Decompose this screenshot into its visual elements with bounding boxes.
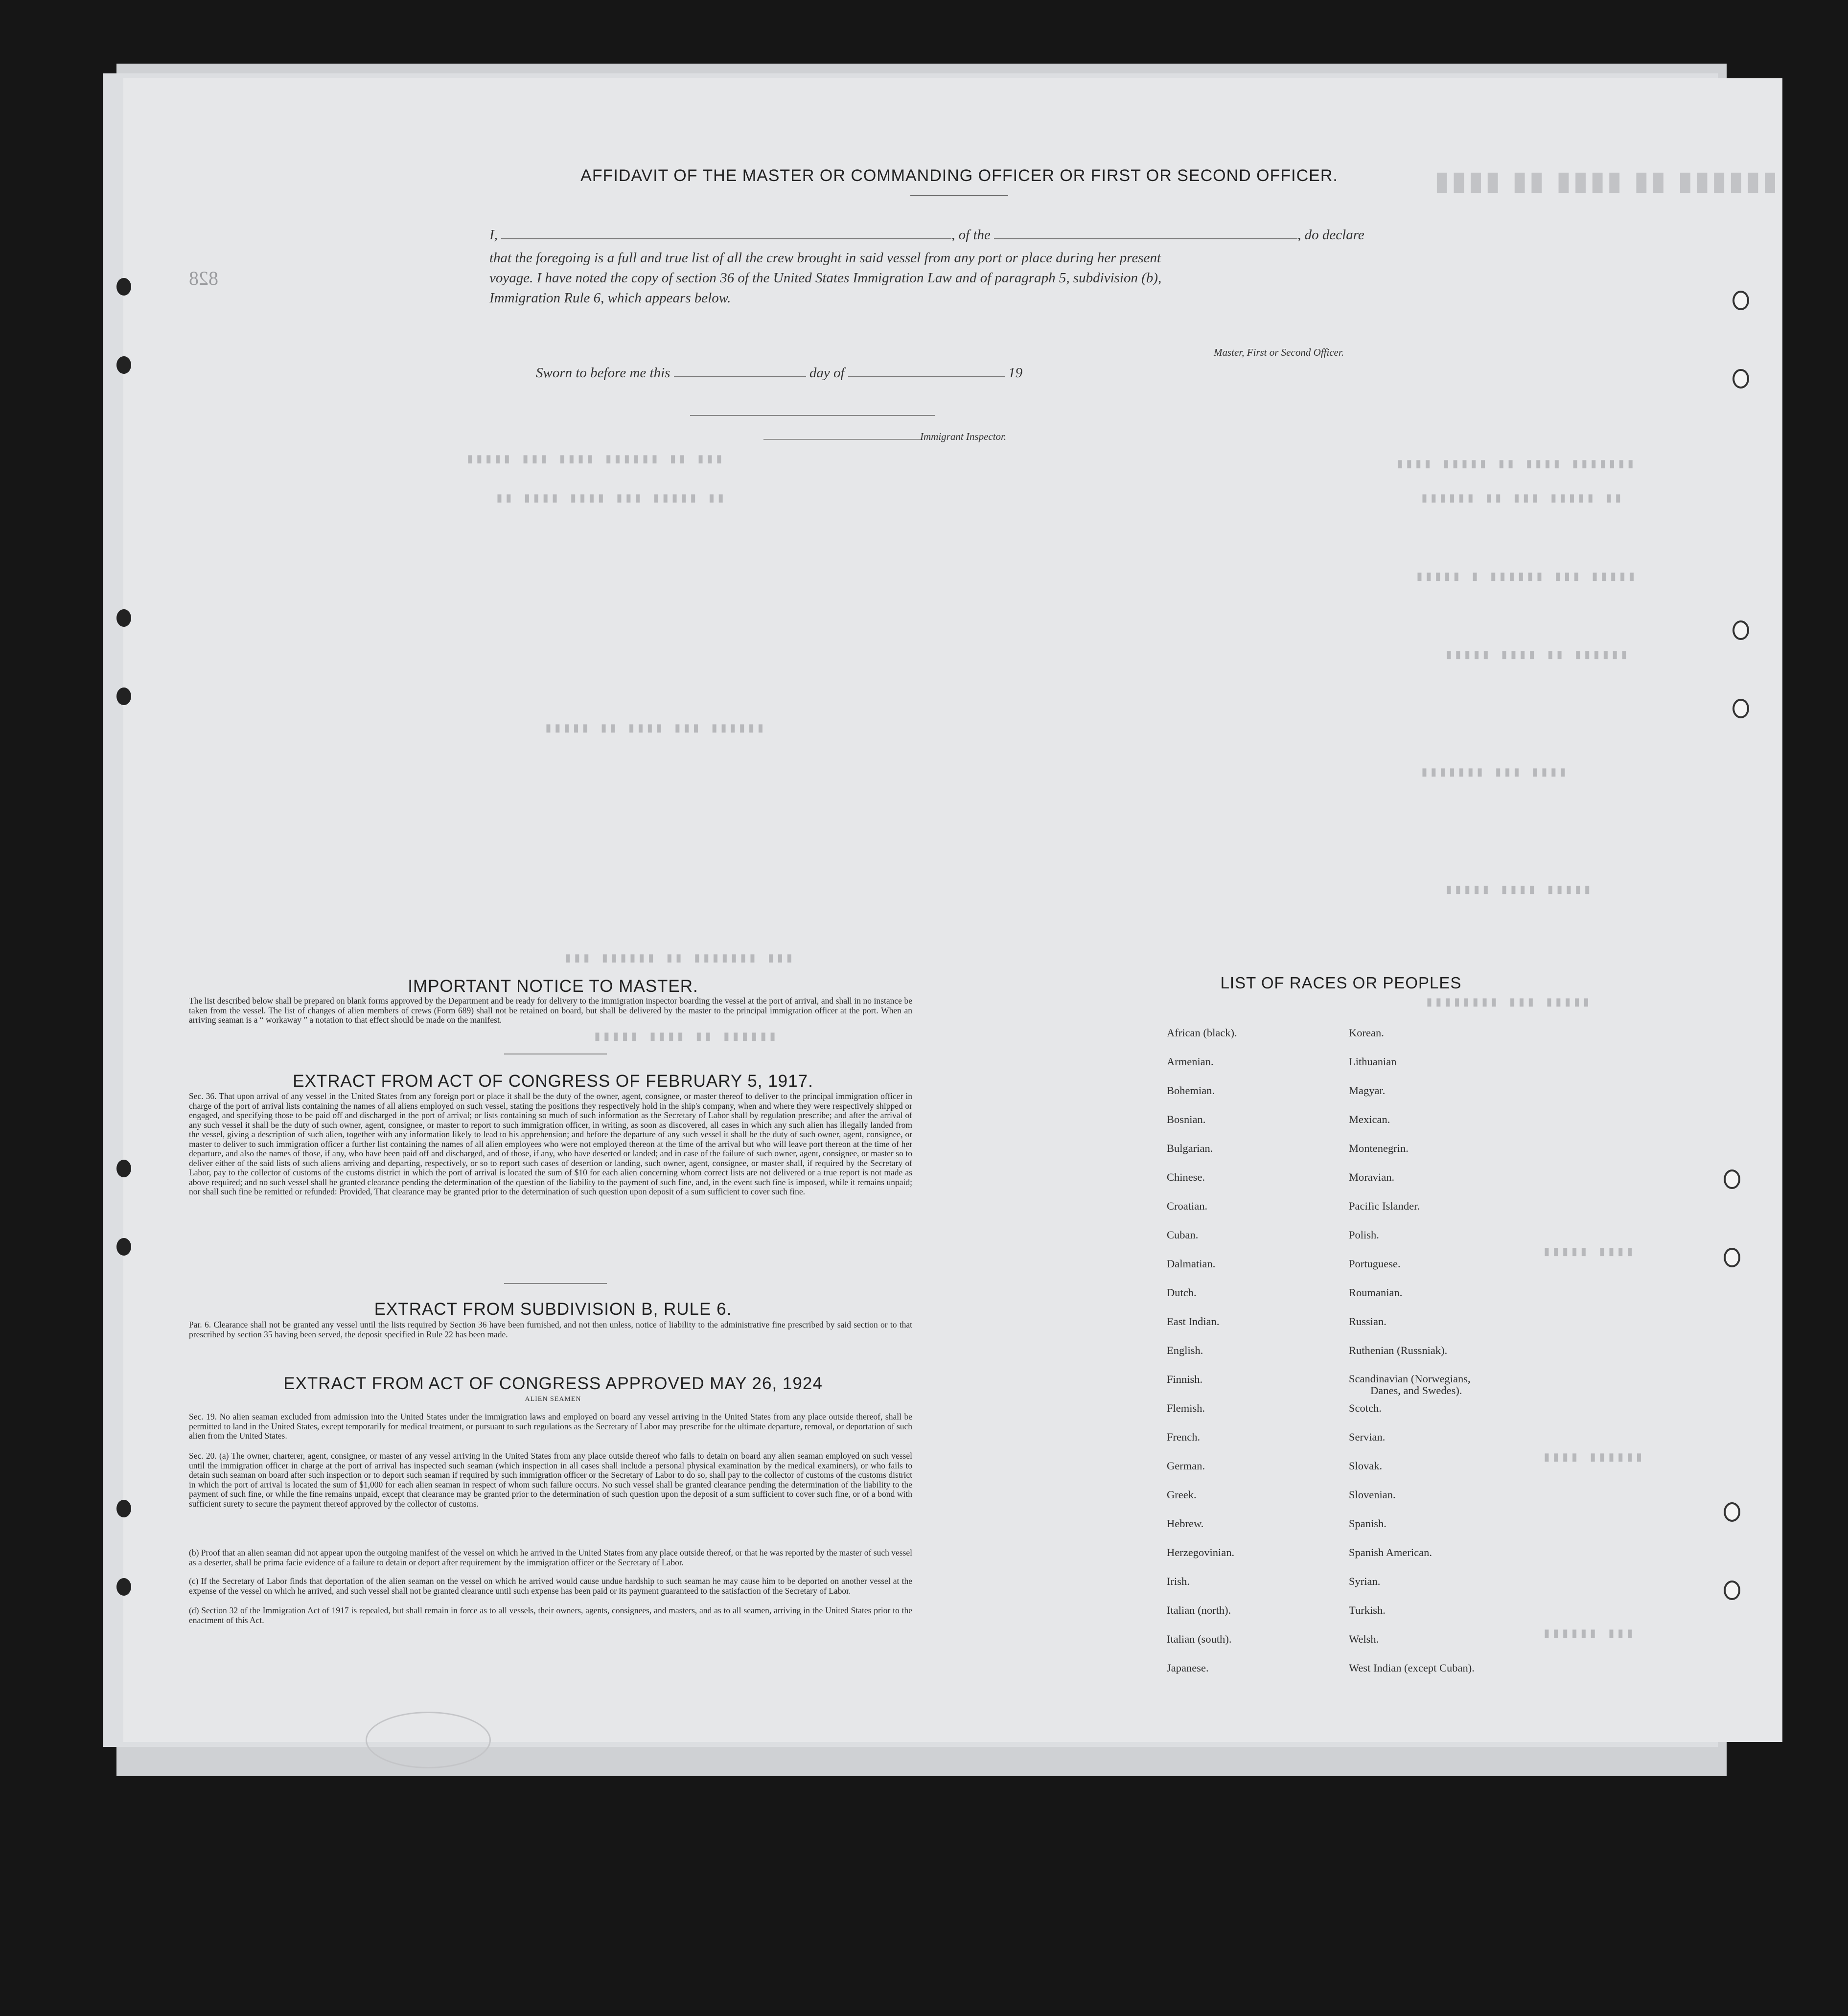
race-item: Hebrew.: [1167, 1517, 1204, 1530]
race-item: Finnish.: [1167, 1373, 1203, 1385]
left-punch-hole: [116, 609, 131, 627]
section-divider: [504, 1283, 607, 1284]
bleed-through-row: ▮▮ ▮▮▮▮ ▮▮▮▮ ▮▮▮ ▮▮▮▮▮ ▮▮: [495, 491, 726, 506]
race-item: Montenegrin.: [1349, 1142, 1409, 1154]
affidavit-of-the: , of the: [951, 227, 991, 243]
left-punch-hole: [116, 1500, 131, 1517]
bleed-through-row: ▮▮▮▮▮▮▮▮ ▮▮▮ ▮▮▮▮▮: [1425, 995, 1592, 1010]
sworn-prefix: Sworn to before me this: [536, 365, 670, 381]
races-left-column: [1167, 1027, 1237, 1691]
left-punch-hole: [116, 687, 131, 705]
race-item: Roumanian.: [1349, 1286, 1403, 1299]
important-notice-text: The list described below shall be prepared on blank forms approved by the Department and be ready for delivery to the immigration inspector boarding the vessel at the port of arrival, and shall in no instance be taken from the vessel. The list of changes of alien members of crews (Form 689) shall not be retained on board, but shall be delivered by the master to the principal immigration officer at the port. When an arriving seaman is a “ workaway ” a notation to that effect should be made on the manifest.: [189, 996, 912, 1025]
race-item: Bulgarian.: [1167, 1142, 1213, 1154]
race-item: Moravian.: [1349, 1171, 1395, 1183]
sworn-line: [536, 365, 1022, 381]
faded-stamp: [366, 1712, 491, 1768]
affidavit-line-4: Immigration Rule 6, which appears below.: [489, 290, 731, 306]
bleed-through-row: ▮▮▮▮▮ ▮▮▮▮ ▮▮▮▮▮: [1445, 883, 1593, 898]
left-punch-hole: [116, 1238, 131, 1256]
races-title: LIST OF RACES OR PEOPLES: [1220, 974, 1462, 992]
race-item: Italian (south).: [1167, 1633, 1232, 1645]
race-item: Lithuanian: [1349, 1055, 1397, 1068]
race-item: Dalmatian.: [1167, 1258, 1216, 1270]
affidavit-line-1: [489, 225, 1429, 245]
race-item: African (black).: [1167, 1027, 1237, 1039]
race-item: Irish.: [1167, 1575, 1190, 1587]
important-notice-title: IMPORTANT NOTICE TO MASTER.: [408, 977, 698, 996]
races-right-column: [1349, 1027, 1475, 1691]
right-punch-hole: [1732, 369, 1749, 389]
race-item: English.: [1167, 1344, 1203, 1356]
subdivision-b-title: EXTRACT FROM SUBDIVISION B, RULE 6.: [374, 1300, 732, 1319]
right-punch-hole: [1732, 620, 1749, 640]
alien-seamen-subtitle: ALIEN SEAMEN: [525, 1396, 581, 1403]
bleed-through-row: ▮▮▮▮▮▮ ▮▮ ▮▮▮ ▮▮▮▮▮ ▮▮: [1420, 491, 1623, 506]
inspector-label: Immigrant Inspector.: [920, 431, 1007, 442]
affidavit-title: AFFIDAVIT OF THE MASTER OR COMMANDING OFFICER OR FIRST OR SECOND OFFICER.: [580, 166, 1338, 185]
bleed-through-row: ▮▮▮▮▮ ▮▮ ▮▮▮▮ ▮▮▮ ▮▮▮▮▮▮: [544, 721, 766, 736]
race-item-line: Scandinavian (Norwegians,: [1349, 1373, 1471, 1385]
affidavit-declare: , do declare: [1297, 227, 1364, 243]
extract-1924-sec20b: (b) Proof that an alien seaman did not appear upon the outgoing manifest of the vessel on which he arrived in the United States from any place outside thereof, or that he was reported by the master of such vessel as a deserter, shall be prima facie evidence of a failure to detain or deport after requirement by the immigration officer or the Secretary of Labor.: [189, 1548, 912, 1567]
extract-1924-title: EXTRACT FROM ACT OF CONGRESS APPROVED MAY 26, 1924: [283, 1374, 823, 1393]
race-item: East Indian.: [1167, 1315, 1220, 1328]
race-item: Russian.: [1349, 1315, 1386, 1328]
race-item: Turkish.: [1349, 1604, 1386, 1616]
race-item: Dutch.: [1167, 1286, 1197, 1299]
extract-1924-sec20d: (d) Section 32 of the Immigration Act of 1917 is repealed, but shall remain in force as to all vessels, their owners, agents, consignees, and masters, and as to all seamen, arriving in the United States prior to the enactment of this Act.: [189, 1605, 912, 1625]
bleed-through-row: ▮▮▮▮▮ ▮▮▮▮: [1543, 1245, 1635, 1260]
race-item: Spanish American.: [1349, 1546, 1432, 1558]
race-item: Flemish.: [1167, 1402, 1205, 1414]
right-punch-hole: [1724, 1248, 1740, 1267]
master-signature-label: Master, First or Second Officer.: [1214, 346, 1344, 358]
left-punch-hole: [116, 1160, 131, 1177]
sworn-year: 19: [1008, 365, 1023, 381]
race-item: Magyar.: [1349, 1084, 1386, 1097]
race-item: Croatian.: [1167, 1200, 1208, 1212]
race-item: West Indian (except Cuban).: [1349, 1662, 1475, 1674]
vessel-name-blank[interactable]: [994, 238, 1297, 239]
bleed-through-row: ▮▮▮▮▮ ▮▮▮▮ ▮▮ ▮▮▮▮▮▮: [1445, 648, 1629, 663]
bleed-through-row: ▮▮▮▮ ▮▮▮▮▮ ▮▮ ▮▮▮▮ ▮▮▮▮▮▮▮: [1396, 457, 1636, 472]
right-punch-hole: [1732, 291, 1749, 310]
left-punch-hole: [116, 356, 131, 374]
race-item: Pacific Islander.: [1349, 1200, 1420, 1212]
right-punch-hole: [1724, 1581, 1740, 1600]
bleed-through-row: ▮▮▮▮▮▮▮ ▮▮▮ ▮▮▮▮: [1420, 765, 1568, 780]
race-item: Slovenian.: [1349, 1489, 1396, 1501]
extract-1924-sec20a: Sec. 20. (a) The owner, charterer, agent, consignee, or master of any vessel arriving in the United States from any place outside thereof who fails to detain on board any alien seaman employed on such vessel until the immigration officer in charge at the port of arrival has inspected such seaman (which inspection in all cases shall include a personal physical examination by the medical examiners), or who fails to detain such seaman on board after such inspection or to deport such seaman if required by such immigration officer or the Secretary of Labor to do so, shall pay to the collector of customs of the customs district in which the port of arrival is located the sum of $1,000 for each alien seaman in respect of whom such failure occurs. No such vessel shall be granted clearance pending the determination of the liability to the payment of such fine, or while the fine remains unpaid, except that clearance may be granted prior to the determination of such question upon the deposit of a sum sufficient to cover such fine, or of a bond with sufficient surety to secure the payment thereof approved by the collector of customs.: [189, 1451, 912, 1509]
affidavit-line-3: voyage. I have noted the copy of section 36 of the United States Immigration Law and of paragraph 5, subdivision (b),: [489, 270, 1162, 286]
race-item: Scotch.: [1349, 1402, 1382, 1414]
bleed-through-row: ▮▮▮▮ ▮▮▮▮▮▮: [1543, 1450, 1644, 1466]
inspector-signature-line-2: [763, 439, 920, 440]
race-item: Spanish.: [1349, 1517, 1386, 1530]
bleed-through-heading: ▮▮▮▮ ▮▮ ▮▮▮▮ ▮▮ ▮▮▮▮▮▮: [1435, 167, 1780, 195]
right-punch-hole: [1724, 1502, 1740, 1522]
master-name-blank[interactable]: [501, 238, 951, 239]
race-item: German.: [1167, 1460, 1205, 1472]
race-item: [1349, 1373, 1475, 1402]
inspector-signature-line: [690, 415, 935, 416]
race-item: Welsh.: [1349, 1633, 1379, 1645]
race-item: Bosnian.: [1167, 1113, 1206, 1125]
race-item: French.: [1167, 1431, 1201, 1443]
race-item: Servian.: [1349, 1431, 1386, 1443]
left-punch-hole: [116, 1578, 131, 1596]
bleed-through-row: ▮▮▮▮▮▮ ▮▮▮: [1543, 1627, 1635, 1642]
extract-1917-title: EXTRACT FROM ACT OF CONGRESS OF FEBRUARY 5, 1917.: [293, 1072, 813, 1091]
race-item: Cuban.: [1167, 1229, 1199, 1241]
race-item: Bohemian.: [1167, 1084, 1215, 1097]
margin-mark: 828: [189, 267, 218, 289]
subdivision-b-text: Par. 6. Clearance shall not be granted any vessel until the lists required by Section 36 have been furnished, and not then unless, notice of liability to the administrative fine prescribed by said section or to that prescribed by section 35 having been served, the deposit specified in Rule 22 has been made.: [189, 1320, 912, 1339]
race-item: Ruthenian (Russniak).: [1349, 1344, 1448, 1356]
race-item: Italian (north).: [1167, 1604, 1231, 1616]
race-item: Greek.: [1167, 1489, 1197, 1501]
affidavit-title-rule: [910, 195, 1008, 196]
race-item: Chinese.: [1167, 1171, 1205, 1183]
race-item: Armenian.: [1167, 1055, 1214, 1068]
race-item: Portuguese.: [1349, 1258, 1401, 1270]
extract-1917-text: Sec. 36. That upon arrival of any vessel in the United States from any foreign port or place it shall be the duty of the owner, agent, consignee, or master thereof to deliver to the principal immigration officer in charge of the port of arrival lists containing the names of all aliens employed on such vessel, stating the positions they respectively hold in the ship's company, when and where they were respectively shipped or engaged, and specifying those to be paid off and discharged in the port of arrival; or lists containing so much of such information as the Secretary of Labor shall by regulation prescribe; and after the arrival of any such vessel it shall be the duty of such owner, agent, consignee, or master to report to such immigration officer, in writing, as soon as discovered, all cases in which any such alien has illegally landed from the vessel, giving a description of such alien, together with any information likely to lead to his apprehension; and before the departure of any such vessel it shall be the duty of such owner, agent, consignee, or master to deliver to such immigration officer a further list containing the names of all alien employees who were not employed thereon at the time of the arrival but who will leave port thereon at the time of her departure, and also the names of those, if any, who have been paid off and discharged, and of those, if any, who have deserted or landed; and in case of the failure of such owner, agent, consignee, or master so to deliver either of the said lists of such aliens arriving and departing, respectively, or so to report such cases of desertion or landing, such owner, agent, consignee, or master shall, if required by the Secretary of Labor, pay to the collector of customs of the customs district in which the port of arrival is located the sum of $10 for each alien concerning whom correct lists are not delivered or a true report is not made as above required; and no such vessel shall be granted clearance pending the determination of the question of the liability to the payment of such fine, and, in the event such fine is imposed, while it remains unpaid; nor shall such fine be remitted or refunded: Provided, That clearance may be granted prior to the determination of such question upon deposit of a sum sufficient to cover such fine.: [189, 1091, 912, 1196]
race-item: Korean.: [1349, 1027, 1384, 1039]
race-item: Polish.: [1349, 1229, 1379, 1241]
left-punch-hole: [116, 278, 131, 296]
sworn-day-blank[interactable]: [674, 376, 806, 377]
extract-1924-sec19: Sec. 19. No alien seaman excluded from admission into the United States under the immigration laws and employed on board any vessel arriving in the United States from any place outside thereof, shall be permitted to land in the United States, except temporarily for medical treatment, or pursuant to such regulations as the Secretary of Labor may prescribe for the ultimate departure, removal, or deportation of such alien from the United States.: [189, 1412, 912, 1441]
bleed-through-row: ▮▮▮ ▮▮▮▮▮▮ ▮▮ ▮▮▮▮▮▮▮ ▮▮▮: [564, 951, 795, 966]
bleed-through-row: ▮▮▮▮▮ ▮▮▮ ▮▮▮▮ ▮▮▮▮▮▮ ▮▮ ▮▮▮: [466, 452, 724, 467]
right-punch-hole: [1724, 1169, 1740, 1189]
sworn-day-of: day of: [809, 365, 845, 381]
affidavit-line-2: that the foregoing is a full and true list of all the crew brought in said vessel from any port or place during her present: [489, 250, 1161, 266]
right-punch-hole: [1732, 699, 1749, 718]
sworn-month-blank[interactable]: [848, 376, 1005, 377]
race-item: Japanese.: [1167, 1662, 1209, 1674]
race-item: Syrian.: [1349, 1575, 1381, 1587]
affidavit-body: [489, 225, 1429, 308]
affidavit-i: I,: [489, 227, 498, 243]
race-item: Mexican.: [1349, 1113, 1390, 1125]
bleed-through-row: ▮▮▮▮▮ ▮ ▮▮▮▮▮▮ ▮▮▮ ▮▮▮▮▮: [1415, 570, 1637, 585]
race-item: Herzegovinian.: [1167, 1546, 1235, 1558]
race-item: Slovak.: [1349, 1460, 1383, 1472]
race-item-continuation: Danes, and Swedes).: [1370, 1384, 1462, 1397]
bleed-through-row: ▮▮▮▮▮ ▮▮▮▮ ▮▮ ▮▮▮▮▮▮: [593, 1030, 778, 1045]
extract-1924-sec20c: (c) If the Secretary of Labor finds that deportation of the alien seaman on the vessel on which he arrived would cause undue hardship to such seaman he may cause him to be deported on another vessel at the expense of the vessel on which he arrived, and such vessel shall not be granted clearance until such expense has been paid or its payment guaranteed to the satisfaction of the Secretary of Labor.: [189, 1576, 912, 1596]
